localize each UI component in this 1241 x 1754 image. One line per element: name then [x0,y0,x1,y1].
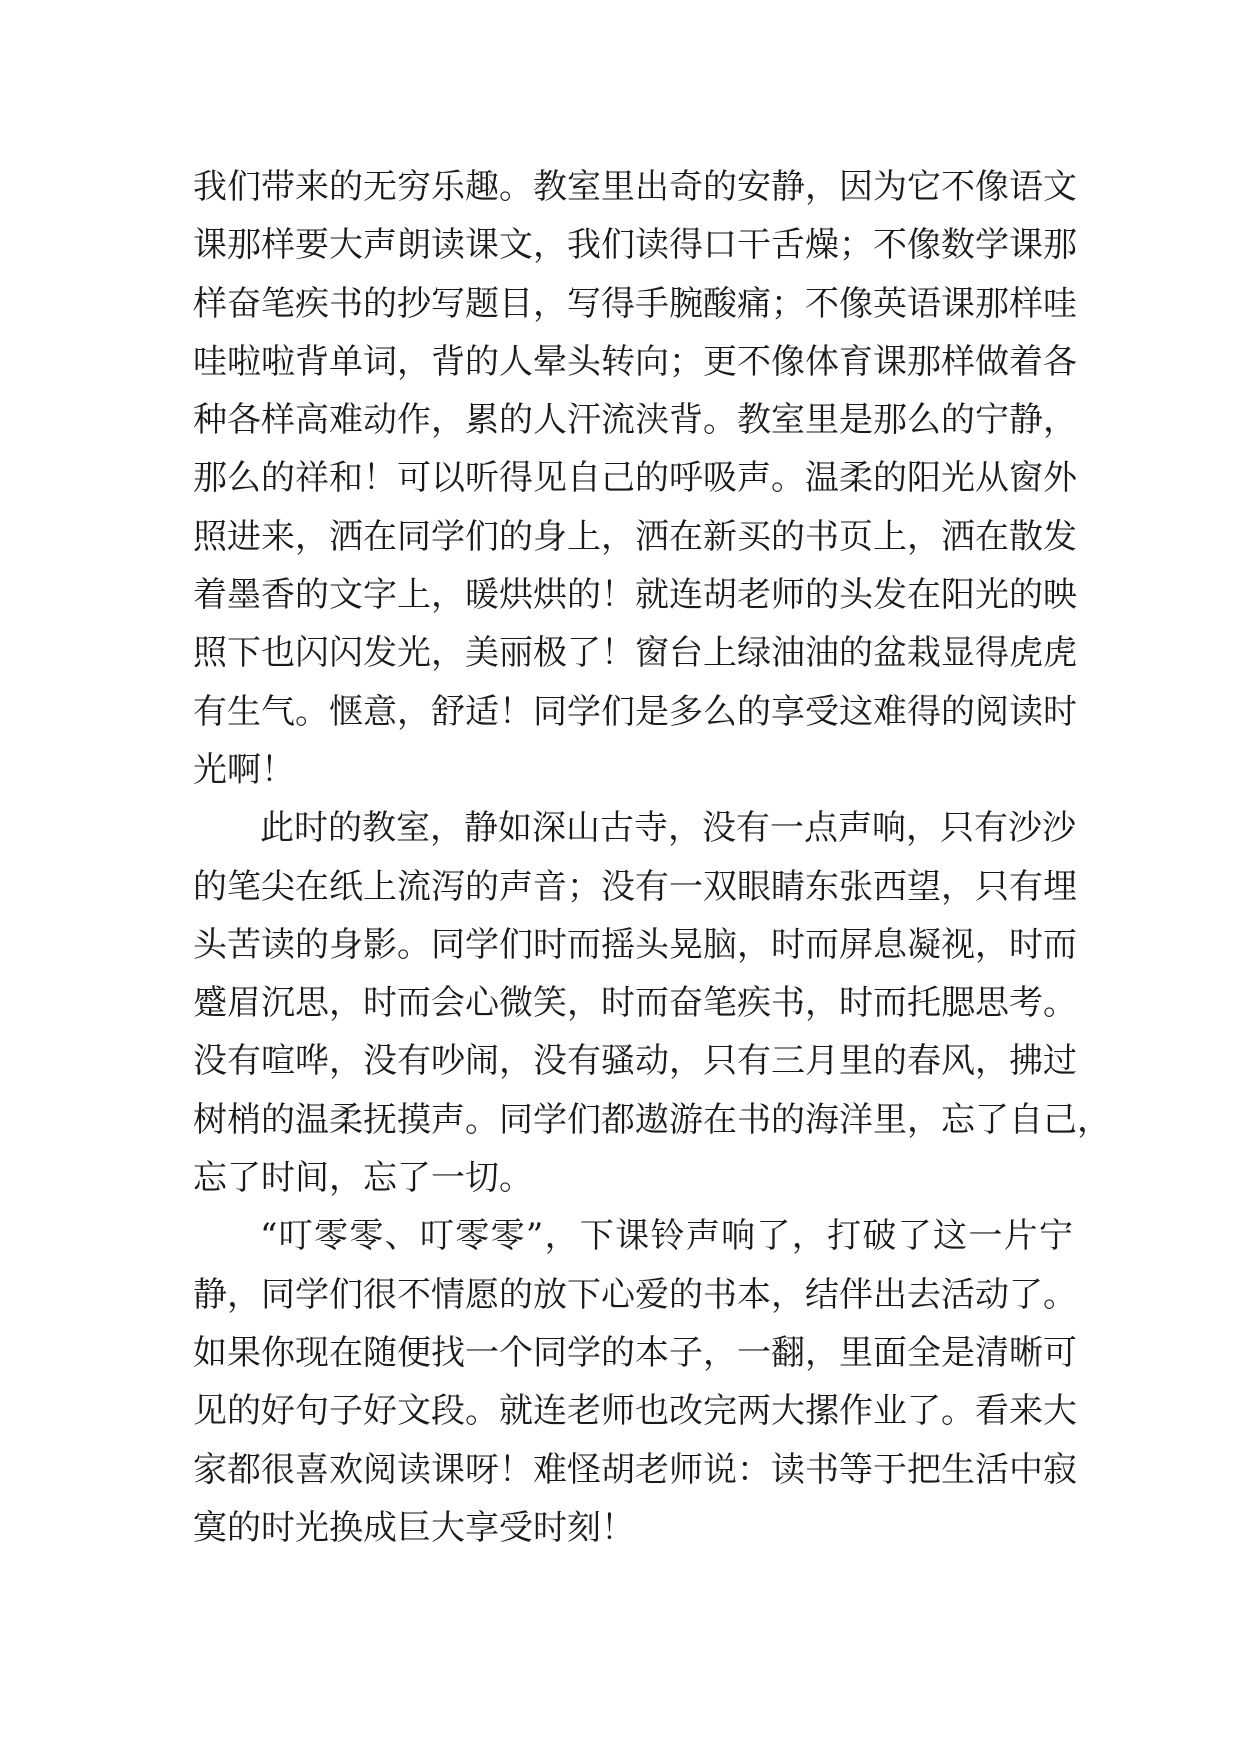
text-line: 我们带来的无穷乐趣。教室里出奇的安静，因为它不像语文 [193,167,1077,207]
paragraph-1 [193,158,1077,799]
text-line: “叮零零、叮零零”，下课铃声响了，打破了这一片宁 [260,1216,1073,1257]
text-line: 家都很喜欢阅读课呀！难怪胡老师说：读书等于把生活中寂 [193,1449,1077,1490]
text-line: 着墨香的文字上，暖烘烘的！就连胡老师的头发在阳光的映 [193,575,1077,616]
text-line: 没有喧哗，没有吵闹，没有骚动，只有三月里的春风，拂过 [193,1041,1077,1082]
text-line: 样奋笔疾书的抄写题目，写得手腕酸痛；不像英语课那样哇 [193,283,1077,324]
text-line: 静，同学们很不情愿的放下心爱的书本，结伴出去活动了。 [193,1274,1077,1315]
paragraph-2 [193,799,1111,1207]
text-line: 的笔尖在纸上流泻的声音；没有一双眼睛东张西望，只有埋 [193,866,1077,907]
text-line: 忘了时间，忘了一切。 [193,1158,533,1199]
text-line: 那么的祥和！可以听得见自己的呼吸声。温柔的阳光从窗外 [193,458,1077,499]
text-line: 照进来，洒在同学们的身上，洒在新买的书页上，洒在散发 [193,516,1077,557]
document-body [193,158,1111,1557]
text-line: 课那样要大声朗读课文，我们读得口干舌燥；不像数学课那 [193,225,1077,266]
paragraph-3 [193,1207,1077,1557]
text-line: 蹙眉沉思，时而会心微笑，时而奋笔疾书，时而托腮思考。 [193,983,1077,1024]
text-line: 头苦读的身影。同学们时而摇头晃脑，时而屏息凝视，时而 [193,924,1077,965]
text-line: 如果你现在随便找一个同学的本子，一翻，里面全是清晰可 [193,1332,1077,1373]
text-line: 哇啦啦背单词，背的人晕头转向；更不像体育课那样做着各 [193,341,1077,382]
text-line: 种各样高难动作，累的人汗流浃背。教室里是那么的宁静， [193,400,1077,441]
text-line: 光啊！ [193,749,295,790]
text-line: 有生气。惬意，舒适！同学们是多么的享受这难得的阅读时 [193,691,1077,732]
text-line: 见的好句子好文段。就连老师也改完两大摞作业了。看来大 [193,1391,1077,1432]
text-line: 树梢的温柔抚摸声。同学们都遨游在书的海洋里，忘了自己， [193,1099,1111,1140]
text-line: 寞的时光换成巨大享受时刻！ [193,1507,635,1548]
text-line: 照下也闪闪发光，美丽极了！窗台上绿油油的盆栽显得虎虎 [193,633,1077,674]
text-line: 此时的教室，静如深山古寺，没有一点声响，只有沙沙 [260,808,1076,849]
